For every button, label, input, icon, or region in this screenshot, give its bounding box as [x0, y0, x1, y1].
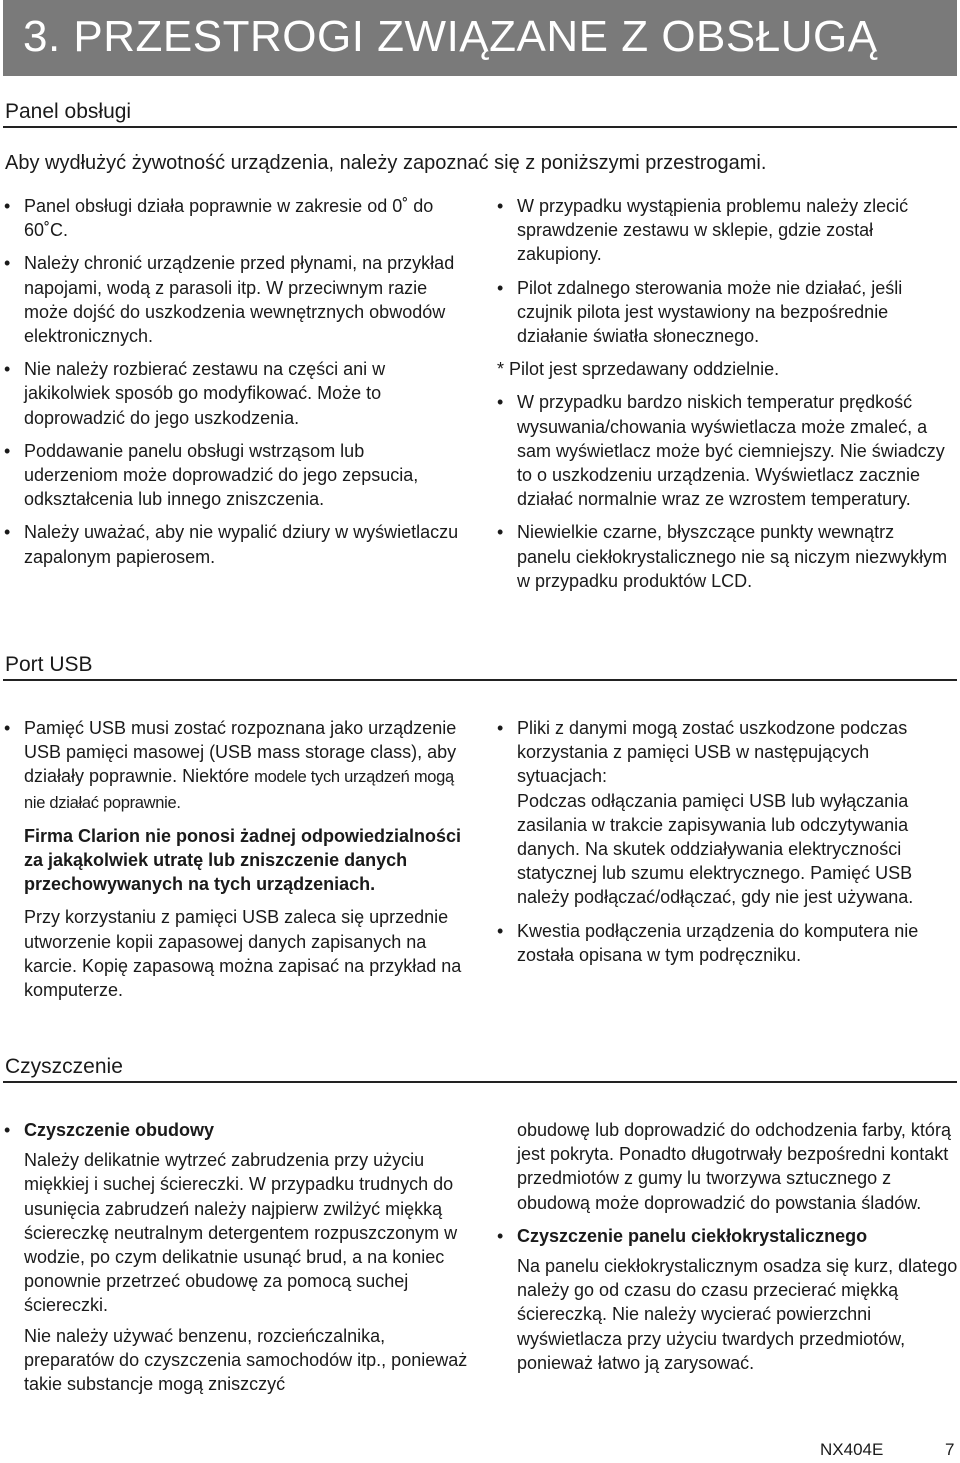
section-rule	[3, 1081, 957, 1083]
panel-intro: Aby wydłużyć żywotność urządzenia, należy zapoznać się z poniższymi przestrogami.	[5, 152, 767, 174]
list-item: • Kwestia podłączenia urządzenia do komputera nie została opisana w tym podręczniku.	[497, 919, 959, 967]
usb-backup-note: Przy korzystaniu z pamięci USB zaleca się uprzednie utworzenie kopii zapasowej danych zapisanych na karcie. Kopię zapasową można zapisać na przykład na komputerze.	[24, 907, 462, 1001]
page-title: 3. PRZESTROGI ZWIĄZANE Z OBSŁUGĄ	[23, 12, 878, 61]
list-item: • Poddawanie panelu obsługi wstrząsom lub uderzeniom może doprowadzić do jego zepsucia, odkształcenia lub innego zniszczenia.	[4, 439, 459, 512]
cleaning-case-text: Należy delikatnie wytrzeć zabrudzenia przy użyciu miękkiej i suchej ściereczki. W przypadku trudnych do usunięcia zabrudzeń należy najpierw zwilżyć miękką ściereczkę neutralnym detergentem rozpuszczonym w wodzie, po czym delikatnie usunąć brud, a na koniec ponownie przetrzeć obudowę za pomocą suchej ściereczki.	[24, 1150, 458, 1316]
list-item	[4, 716, 466, 815]
usb-item-text-cont: Podczas odłączania pamięci USB lub wyłączania zasilania w trakcie zapisywania lub odczytywania danych. Na skutek oddziaływania elektryczności statycznej lub szumu elektrycznego. Pamięć USB należy podłączać/odłączać, gdy nie jest używana.	[517, 790, 914, 908]
section-heading-cleaning: Czyszczenie	[5, 1055, 123, 1078]
list-item: • W przypadku bardzo niskich temperatur prędkość wysuwania/chowania wyświetlacza może zmaleć, a sam wyświetlacz może być ciemniejszy. Nie świadczy to o uszkodzeniu urządzenia. Wyświetlacz zacznie działać normalnie wraz ze wzrostem temperatury.	[497, 390, 952, 511]
list-item: • Należy uważać, aby nie wypalić dziury w wyświetlaczu zapalonym papierosem.	[4, 520, 459, 568]
list-item	[4, 1118, 474, 1396]
list-item	[497, 1224, 959, 1375]
usb-item-text-cont: modele tych urządzeń mogą nie działać poprawnie.	[24, 768, 454, 812]
cleaning-case-warning-cont: obudowę lub doprowadzić do odchodzenia farby, którą jest pokryta. Ponadto długotrwały bezpośredni kontakt przedmiotów z gumy lu tworzywa sztucznego z obudową może doprowadzić do powstania śladów.	[517, 1120, 951, 1213]
cleaning-case-warning: Nie należy używać benzenu, rozcieńczalnika, preparatów do czyszczenia samochodów itp., ponieważ takie substancje mogą zniszczyć	[24, 1325, 468, 1395]
usb-left-column	[4, 716, 466, 1011]
remote-note: * Pilot jest sprzedawany oddzielnie.	[497, 359, 780, 380]
usb-item-text: Pamięć USB musi zostać rozpoznana jako urządzenie USB pamięci masowej (USB mass storage class), aby działały poprawnie. Niektóre	[24, 718, 457, 787]
list-item: • Pilot zdalnego sterowania może nie działać, jeśli czujnik pilota jest wystawiony na bezpośrednie działanie światła słonecznego.	[497, 276, 952, 349]
list-item: • Panel obsługi działa poprawnie w zakresie od 0˚ do 60˚C.	[4, 194, 459, 242]
usb-item-text: • Pliki z danymi mogą zostać uszkodzone podczas korzystania z pamięci USB w następujących sytuacjach:	[517, 718, 908, 787]
section-rule	[3, 126, 957, 128]
model-number: NX404E	[820, 1440, 884, 1459]
list-item: • Należy chronić urządzenie przed płynami, na przykład napojami, wodą z parasoli itp. W przeciwnym razie może dojść do uszkodzenia wewnętrznych obwodów elektronicznych.	[4, 251, 459, 348]
panel-right-column	[497, 194, 952, 602]
cleaning-case-title: • Czyszczenie obudowy	[24, 1120, 215, 1140]
title-bar	[3, 0, 957, 76]
list-item: • Nie należy rozbierać zestawu na części ani w jakikolwiek sposób go modyfikować. Może to doprowadzić do jego uszkodzenia.	[4, 357, 459, 430]
cleaning-lcd-text: Na panelu ciekłokrystalicznym osadza się kurz, dlatego należy go od czasu do czasu przecierać miękką ściereczką. Nie należy wycierać powierzchni wyświetlacza przy użyciu twardych przedmiotów, ponieważ łatwo ją zarysować.	[517, 1256, 958, 1373]
list-item	[497, 716, 959, 910]
panel-left-column	[4, 194, 459, 578]
list-item: • W przypadku wystąpienia problemu należy zlecić sprawdzenie zestawu w sklepie, gdzie został zakupiony.	[497, 194, 952, 267]
section-heading-panel: Panel obsługi	[5, 100, 132, 123]
usb-disclaimer: Firma Clarion nie ponosi żadnej odpowiedzialności za jakąkolwiek utratę lub zniszczenie danych przechowywanych na tych urządzeniach.	[24, 825, 462, 895]
section-heading-usb: Port USB	[5, 653, 93, 676]
list-item: • Niewielkie czarne, błyszczące punkty wewnątrz panelu ciekłokrystalicznego nie są niczym niezwykłym w przypadku produktów LCD.	[497, 520, 952, 593]
cleaning-left-column	[4, 1118, 474, 1405]
page-number: 7	[945, 1440, 955, 1459]
cleaning-lcd-title: • Czyszczenie panelu ciekłokrystalicznego	[517, 1225, 868, 1246]
cleaning-right-column	[497, 1118, 959, 1384]
section-rule	[3, 679, 957, 681]
usb-right-column	[497, 716, 959, 976]
